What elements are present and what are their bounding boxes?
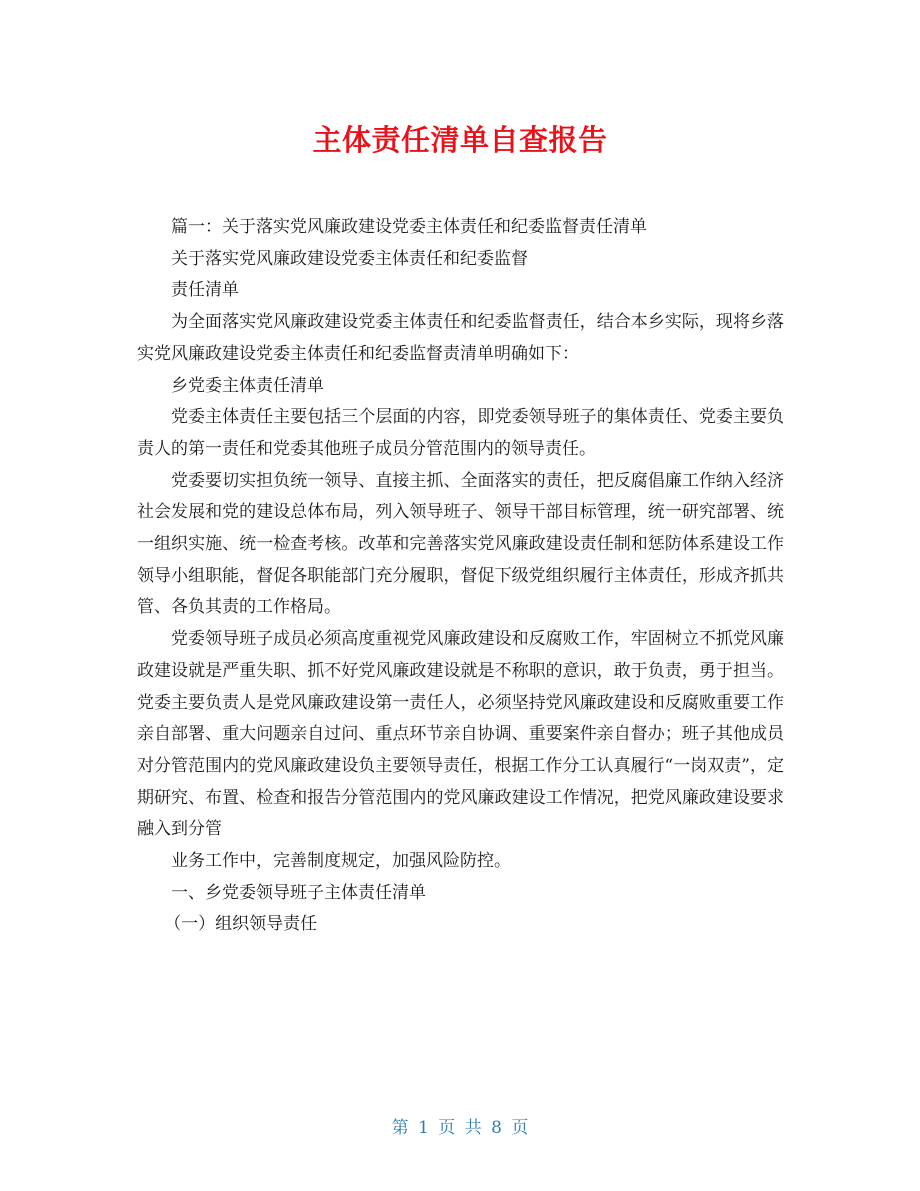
paragraph-body: 党委领导班子成员必须高度重视党风廉政建设和反腐败工作，牢固树立不抓党风廉政建设就是严重失职、抓不好党风廉政建设就是不称职的意识，敢于负责，勇于担当。党委主要负责人是党风廉政建设第一责任人，必须坚持党风廉政建设和反腐败重要工作亲自部署、重大问题亲自过问、重点环节亲自协调、重要案件亲自督办；班子其他成员对分管范围内的党风廉政建设负主要领导责任，根据工作分工认真履行“一岗双责”，定期研究、布置、检查和报告分管范围内的党风廉政建设工作情况，把党风廉政建设要求融入到分管 xyxy=(137,629,784,840)
paragraph-chapter-heading: 篇一：关于落实党风廉政建设党委主体责任和纪委监督责任清单 xyxy=(171,217,647,237)
paragraph-subtitle-line1: 关于落实党风廉政建设党委主体责任和纪委监督 xyxy=(171,248,528,269)
paragraph-section-heading: 乡党委主体责任清单 xyxy=(171,375,324,396)
paragraph-intro: 为全面落实党风廉政建设党委主体责任和纪委监督责任，结合本乡实际，现将乡落实党风廉政建设党委主体责任和纪委监督责清单明确如下： xyxy=(137,312,784,364)
paragraph-body: 党委主体责任主要包括三个层面的内容，即党委领导班子的集体责任、党委主要负责人的第一责任和党委其他班子成员分管范围内的领导责任。 xyxy=(137,407,784,459)
paragraph-list-heading: 一、乡党委领导班子主体责任清单 xyxy=(171,882,426,903)
document-title: 主体责任清单自查报告 xyxy=(312,123,608,157)
page-number-footer: 第 1 页 共 8 页 xyxy=(391,1118,529,1138)
paragraph-list-subheading: （一）组织领导责任 xyxy=(164,914,318,935)
document-body xyxy=(137,212,784,941)
paragraph-body: 业务工作中，完善制度规定，加强风险防控。 xyxy=(171,851,511,872)
paragraph-body: 党委要切实担负统一领导、直接主抓、全面落实的责任，把反腐倡廉工作纳入经济社会发展和党的建设总体布局，列入领导班子、领导干部目标管理，统一研究部署、统一组织实施、统一检查考核。改革和完善落实党风廉政建设责任制和惩防体系建设工作领导小组职能，督促各职能部门充分履职，督促下级党组织履行主体责任，形成齐抓共管、各负其责的工作格局。 xyxy=(137,470,784,618)
paragraph-subtitle-line2: 责任清单 xyxy=(171,280,239,301)
